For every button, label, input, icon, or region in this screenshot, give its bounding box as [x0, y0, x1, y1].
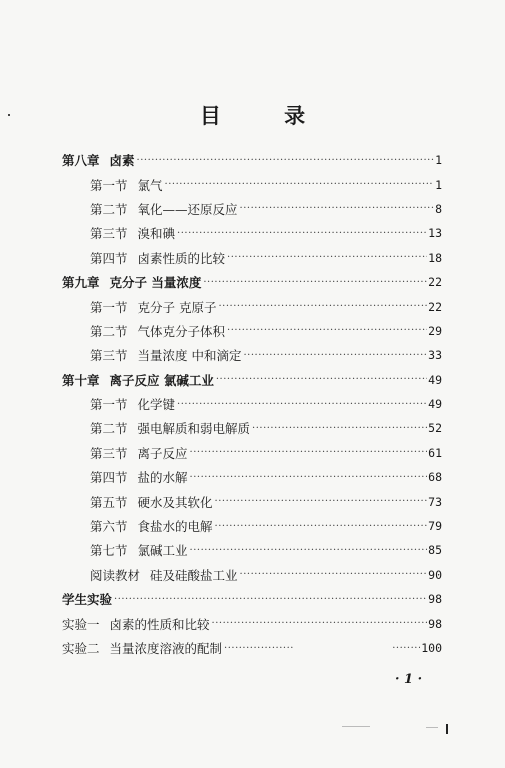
- toc-entry-section[interactable]: [62, 538, 442, 562]
- entry-label: 第三节: [90, 226, 128, 242]
- scan-mark: [426, 727, 438, 728]
- toc-entry-reading[interactable]: [62, 563, 442, 587]
- entry-page-number: 68: [428, 470, 442, 485]
- dot-leader: [165, 179, 435, 190]
- entry-title: 盐的水解: [137, 470, 188, 486]
- entry-page-number: 1: [435, 153, 442, 168]
- entry-label: 第一节: [90, 397, 128, 413]
- entry-title: 硬水及其软化: [137, 494, 213, 510]
- dot-leader: [137, 155, 435, 166]
- entry-label: 第七节: [90, 543, 128, 559]
- dot-leader: [190, 447, 428, 458]
- toc-entry-section[interactable]: [62, 294, 442, 318]
- scan-mark: [342, 726, 370, 727]
- toc-entry-experiments[interactable]: [62, 587, 442, 611]
- entry-label: 第四节: [90, 470, 128, 486]
- entry-page-number: 8: [435, 201, 442, 216]
- entry-label: 第二节: [90, 201, 128, 217]
- toc-entry-section[interactable]: [62, 489, 442, 513]
- entry-label: 第六节: [90, 519, 128, 535]
- entry-title: 当量浓度溶液的配制: [109, 641, 223, 656]
- entry-label: 第一节: [90, 299, 128, 315]
- toc-entry-section[interactable]: [62, 392, 442, 416]
- entry-page-number: 85: [428, 543, 442, 558]
- scan-mark: [446, 724, 448, 734]
- toc-entry-section[interactable]: [62, 197, 442, 221]
- entry-label: 第三节: [90, 348, 128, 364]
- entry-page-number: 33: [428, 348, 442, 363]
- toc-entry-section[interactable]: [62, 246, 442, 270]
- toc-entry-section[interactable]: [62, 343, 442, 367]
- entry-title: 卤素的性质和比较: [109, 616, 210, 632]
- dot-leader: [240, 203, 435, 214]
- entry-page-number: 100: [421, 641, 442, 655]
- dot-leader: [224, 643, 294, 654]
- entry-title: 溴和碘: [137, 226, 176, 242]
- toc-entry-section[interactable]: [62, 416, 442, 440]
- entry-label: 第三节: [90, 445, 128, 461]
- entry-title: 氧化——还原反应: [137, 201, 238, 217]
- dot-leader: [216, 374, 427, 385]
- dot-leader: [244, 350, 428, 361]
- dot-leader: [227, 252, 427, 263]
- entry-page-number: 22: [428, 299, 442, 314]
- table-of-contents: [62, 148, 442, 660]
- dot-leader: [203, 277, 427, 288]
- dot-leader: [177, 399, 427, 410]
- entry-title: 强电解质和弱电解质: [137, 421, 251, 437]
- toc-entry-chapter-9[interactable]: [62, 270, 442, 294]
- entry-title: 食盐水的电解: [137, 519, 213, 535]
- entry-label: 第五节: [90, 494, 128, 510]
- toc-entry-section[interactable]: [62, 465, 442, 489]
- entry-label: 学生实验: [62, 592, 113, 608]
- entry-label: 实验一: [62, 616, 100, 632]
- dot-leader: [215, 521, 428, 532]
- entry-title: 卤素性质的比较: [137, 250, 226, 266]
- entry-page-number: 90: [428, 567, 442, 582]
- entry-label: 第二节: [90, 421, 128, 437]
- entry-label: 实验二: [62, 641, 100, 656]
- toc-entry-experiment[interactable]: [62, 611, 442, 635]
- entry-title: 离子反应 氯碱工业: [109, 372, 214, 388]
- page-number-folio: · 1 ·: [395, 672, 423, 687]
- entry-title: 硅及硅酸盐工业: [150, 567, 238, 583]
- toc-entry-chapter-8[interactable]: [62, 148, 442, 172]
- entry-label: 第九章: [62, 275, 100, 291]
- entry-title: 氯气: [137, 177, 163, 193]
- entry-page-number: 73: [428, 494, 442, 509]
- entry-page-number: 98: [428, 616, 442, 631]
- toc-entry-chapter-10[interactable]: [62, 368, 442, 392]
- entry-page-number: 1: [435, 177, 442, 192]
- entry-title: 气体克分子体积: [137, 323, 226, 339]
- entry-label: 第一节: [90, 177, 128, 193]
- entry-title: 克分子 克原子: [137, 299, 217, 315]
- scan-speck: [8, 114, 10, 116]
- entry-title: 卤素: [109, 153, 135, 169]
- entry-page-number: 18: [428, 250, 442, 265]
- entry-page-number: 79: [428, 519, 442, 534]
- entry-page-number: 98: [428, 592, 442, 607]
- entry-title: 克分子 当量浓度: [109, 275, 202, 291]
- entry-page-number: 61: [428, 445, 442, 460]
- entry-page-number: 49: [428, 372, 442, 387]
- entry-label: 第四节: [90, 250, 128, 266]
- toc-entry-section[interactable]: [62, 172, 442, 196]
- dot-leader: [177, 228, 427, 239]
- dot-leader: [212, 618, 428, 629]
- dot-leader: [252, 423, 427, 434]
- page-title: 目 录: [199, 103, 334, 128]
- entry-page-number: 49: [428, 397, 442, 412]
- dot-leader: [240, 569, 428, 580]
- entry-label: 第十章: [62, 372, 100, 388]
- toc-entry-section[interactable]: [62, 514, 442, 538]
- toc-entry-section[interactable]: [62, 441, 442, 465]
- entry-label: 第二节: [90, 323, 128, 339]
- toc-entry-experiment[interactable]: [62, 636, 442, 660]
- dot-leader: [215, 496, 428, 507]
- dot-leader: [190, 472, 428, 483]
- entry-title: 当量浓度 中和滴定: [137, 348, 242, 364]
- entry-title: 化学键: [137, 397, 176, 413]
- dot-leader: [392, 643, 420, 654]
- dot-leader: [114, 594, 427, 605]
- entry-title: 离子反应: [137, 445, 188, 461]
- entry-page-number: 52: [428, 421, 442, 436]
- entry-label: 第八章: [62, 153, 100, 169]
- toc-entry-section[interactable]: [62, 221, 442, 245]
- entry-label: 阅读教材: [90, 567, 141, 583]
- entry-page-number: 13: [428, 226, 442, 241]
- entry-page-number: 22: [428, 275, 442, 290]
- entry-page-number: 29: [428, 323, 442, 338]
- dot-leader: [190, 545, 428, 556]
- dot-leader: [227, 325, 427, 336]
- dot-leader: [219, 301, 428, 312]
- toc-entry-section[interactable]: [62, 319, 442, 343]
- entry-title: 氯碱工业: [137, 543, 188, 559]
